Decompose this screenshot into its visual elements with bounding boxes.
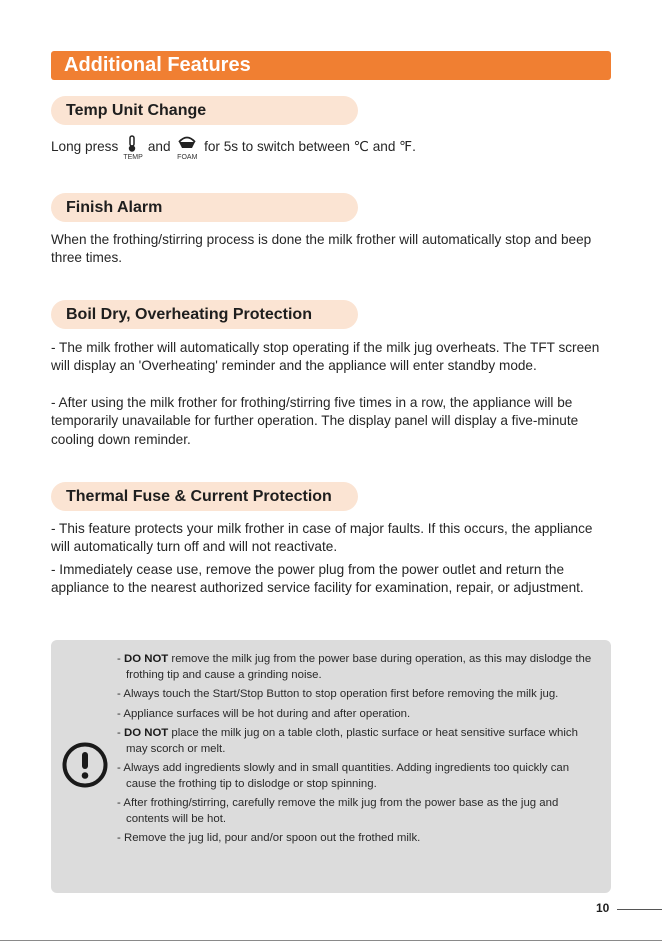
boil-dry-paragraph-2: - After using the milk frother for frothing/stirring five times in a row, the appliance will be temporarily unavailable for further operation. The display panel will display a five-minute cooling down reminder.	[51, 395, 579, 447]
caution-list	[117, 652, 599, 851]
boil-dry-heading: Boil Dry, Overheating Protection	[51, 300, 358, 329]
temp-unit-heading: Temp Unit Change	[51, 96, 358, 125]
thermal-fuse-paragraph-1: - This feature protects your milk frother in case of major faults. If this occurs, the appliance will automatically turn off and will not reactivate.	[51, 521, 593, 555]
caution-item: - Always touch the Start/Stop Button to stop operation first before removing the milk jug.	[117, 688, 559, 700]
caution-item: - Remove the jug lid, pour and/or spoon out the frothed milk.	[117, 832, 421, 844]
page-number: 10	[596, 901, 610, 915]
thermal-fuse-paragraph-2: - Immediately cease use, remove the power plug from the power outlet and return the appliance to the nearest authorized service facility for examination, repair, or adjustment.	[51, 562, 584, 596]
caution-item: - DO NOT remove the milk jug from the power base during operation, as this may dislodge the frothing tip and cause a grinding noise.	[117, 653, 592, 681]
thermal-fuse-heading: Thermal Fuse & Current Protection	[51, 482, 358, 511]
temp-icon-caption: TEMP	[123, 154, 143, 161]
caution-item: - Always add ingredients slowly and in small quantities. Adding ingredients too quickly can cause the frothing tip to dislodge or stop spinning.	[117, 762, 570, 790]
exclamation-circle-icon	[61, 741, 109, 789]
temp-unit-and: and	[147, 139, 171, 154]
finish-alarm-paragraph: When the frothing/stirring process is done the milk frother will automatically stop and beep three times.	[51, 232, 592, 266]
caution-item: - Appliance surfaces will be hot during and after operation.	[117, 707, 411, 720]
temp-unit-text-after: for 5s to switch between ℃ and ℉.	[204, 139, 416, 154]
caution-item: - After frothing/stirring, carefully remove the milk jug from the power base as the jug and contents will be hot.	[117, 797, 559, 825]
bottom-divider	[0, 940, 662, 941]
section-banner-title: Additional Features	[51, 51, 611, 80]
finish-alarm-heading: Finish Alarm	[51, 193, 358, 222]
boil-dry-paragraph-1: - The milk frother will automatically stop operating if the milk jug overheats. The TFT screen will display an 'Overheating' reminder and the appliance will enter standby mode.	[51, 340, 600, 374]
caution-item: - DO NOT place the milk jug on a table cloth, plastic surface or heat sensitive surface which may scorch or melt.	[117, 727, 578, 755]
foam-icon-caption: FOAM	[177, 154, 198, 161]
foam-button-icon	[174, 137, 200, 161]
temp-button-icon	[122, 137, 144, 161]
page-number-rule	[617, 909, 662, 910]
caution-notice-box	[51, 640, 611, 893]
temp-unit-text	[51, 137, 611, 161]
temp-unit-text-before: Long press	[51, 139, 119, 154]
